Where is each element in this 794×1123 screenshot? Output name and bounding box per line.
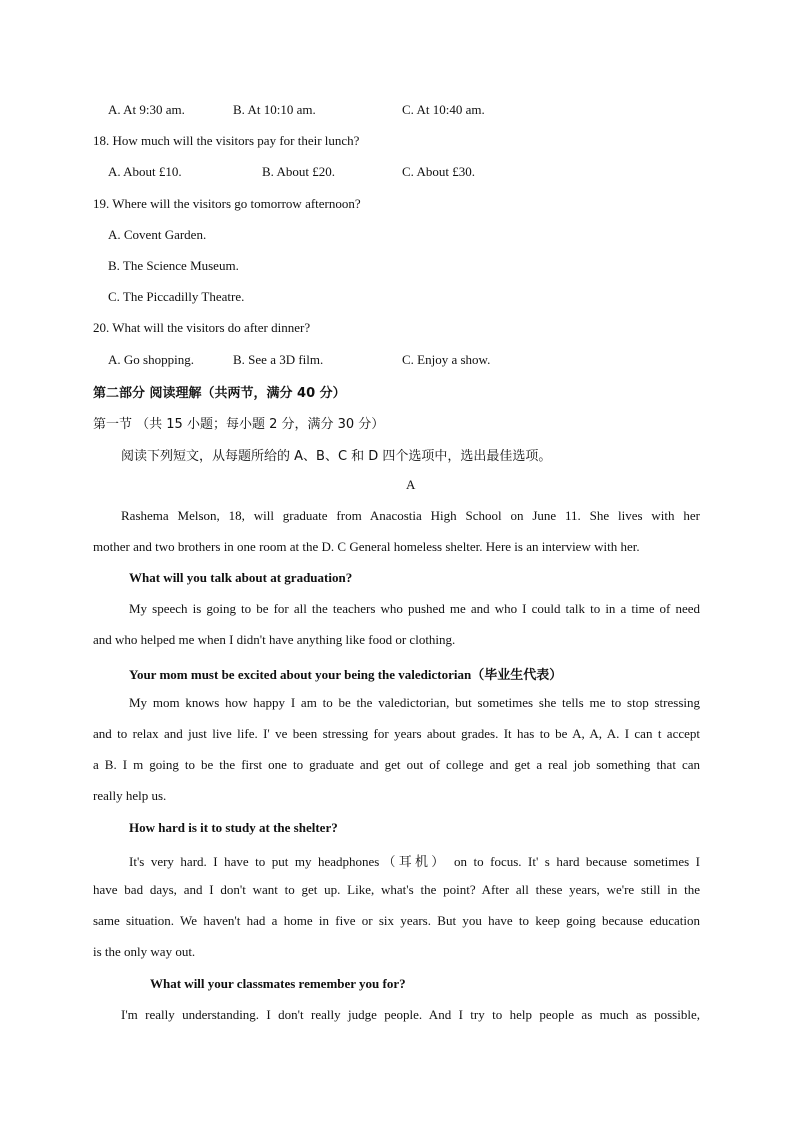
intro-line-2: mother and two brothers in one room at the D. C General homeless shelter. Here is an interview with her. bbox=[93, 539, 640, 554]
q20-option-a: A. Go shopping. bbox=[108, 352, 194, 367]
q20-option-b: B. See a 3D film. bbox=[233, 352, 324, 367]
q17-option-a: A. At 9:30 am. bbox=[108, 102, 185, 117]
answer-4-line-1: I'm really understanding. I don't really judge people. And I try to help people as much as possible, bbox=[121, 1007, 700, 1022]
answer-2-line-1: My mom knows how happy I am to be the valedictorian, but sometimes she tells me to stop stressing bbox=[129, 695, 700, 710]
answer-3-line-1: It's very hard. I have to put my headphones（耳机） on to focus. It' s hard because sometimes I bbox=[129, 854, 700, 869]
q18-option-a: A. About £10. bbox=[108, 164, 182, 179]
q17-option-b: B. At 10:10 am. bbox=[233, 102, 316, 117]
q18-question: 18. How much will the visitors pay for their lunch? bbox=[93, 133, 360, 148]
q18-option-b: B. About £20. bbox=[262, 164, 335, 179]
answer-3-line-2: have bad days, and I don't want to get up. Like, what's the point? After all these years, we're still in the bbox=[93, 882, 700, 897]
part-title: 第二部分 阅读理解（共两节，满分 40 分） bbox=[93, 386, 346, 401]
q19-question: 19. Where will the visitors go tomorrow afternoon? bbox=[93, 196, 361, 211]
answer-1-line-2: and who helped me when I didn't have anything like food or clothing. bbox=[93, 632, 456, 647]
passage-label: A bbox=[406, 477, 416, 492]
instruction-text: 阅读下列短文，从每题所给的 A、B、C 和 D 四个选项中，选出最佳选项。 bbox=[121, 449, 552, 464]
q20-option-c: C. Enjoy a show. bbox=[402, 352, 491, 367]
interview-question-3: How hard is it to study at the shelter? bbox=[129, 820, 338, 835]
answer-1-line-1: My speech is going to be for all the teachers who pushed me and who I could talk to in a time of need bbox=[129, 601, 700, 616]
q20-question: 20. What will the visitors do after dinner? bbox=[93, 320, 311, 335]
interview-question-2: Your mom must be excited about your being the valedictorian（毕业生代表） bbox=[129, 667, 563, 682]
q18-option-c: C. About £30. bbox=[402, 164, 475, 179]
q19-option-b: B. The Science Museum. bbox=[108, 258, 239, 273]
answer-3-line-3: same situation. We haven't had a home in five or six years. But you have to keep going because education bbox=[93, 913, 700, 928]
intro-line-1: Rashema Melson, 18, will graduate from Anacostia High School on June 11. She lives with her bbox=[121, 508, 700, 523]
q17-option-c: C. At 10:40 am. bbox=[402, 102, 485, 117]
answer-2-line-3: a B. I m going to be the first one to graduate and get out of college and get a real job something that can bbox=[93, 757, 700, 772]
answer-2-line-4: really help us. bbox=[93, 788, 167, 803]
interview-question-1: What will you talk about at graduation? bbox=[129, 570, 353, 585]
answer-2-line-2: and to relax and just live life. I' ve been stressing for years about grades. It has to be A, A, A. I can t accept bbox=[93, 726, 700, 741]
subsection-title: 第一节 （共 15 小题；每小题 2 分，满分 30 分） bbox=[93, 417, 385, 432]
q19-option-a: A. Covent Garden. bbox=[108, 227, 207, 242]
q19-option-c: C. The Piccadilly Theatre. bbox=[108, 289, 245, 304]
answer-3-line-4: is the only way out. bbox=[93, 944, 196, 959]
interview-question-4: What will your classmates remember you for? bbox=[150, 976, 406, 991]
